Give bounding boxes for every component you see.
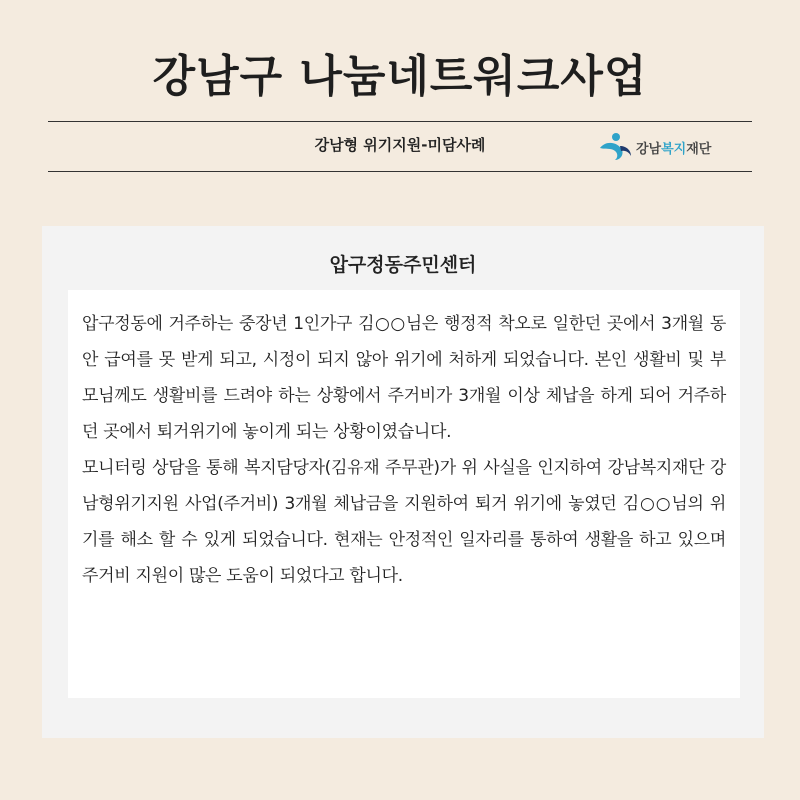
page-title: 강남구 나눔네트워크사업: [152, 51, 648, 102]
case-story-panel: [42, 226, 764, 738]
panel-title: 압구정동주민센터: [329, 254, 477, 276]
gangnam-welfare-foundation-logo: [598, 130, 711, 164]
logo-text-part1: 강남: [636, 141, 662, 157]
logo-text-part2: 복지: [661, 141, 687, 157]
header-top-divider: [48, 121, 752, 122]
story-paragraph: 모니터링 상담을 통해 복지담당자(김유재 주무관)가 위 사실을 인지하여 강남복지재단 강남형위기지원 사업(주거비) 3개월 체납금을 지원하여 퇴거 위기에 놓였던 김○○님의 위기를 해소 할 수 있게 되었습니다. 현재는 안정적인 일자리를 통하여 생활을 하고 있으며 주거비 지원이 많은 도움이 되었다고 합니다.: [82, 458, 726, 586]
header-bottom-divider: [48, 171, 752, 172]
logo-text: [636, 138, 711, 157]
gangnam-welfare-foundation-logo-icon: [598, 130, 632, 164]
logo-text-part3: 재단: [686, 141, 712, 157]
story-paragraph: 압구정동에 거주하는 중장년 1인가구 김○○님은 행정적 착오로 일한던 곳에서 3개월 동안 급여를 못 받게 되고, 시정이 되지 않아 위기에 처하게 되었습니다. 본인 생활비 및 부모님께도 생활비를 드려야 하는 상황에서 주거비가 3개월 이상 체납을 하게 되어 거주하던 곳에서 퇴거위기에 놓이게 되는 상황이였습니다.: [82, 314, 726, 442]
case-story-content: [68, 290, 740, 698]
page-subtitle: 강남형 위기지원-미담사례: [314, 136, 486, 154]
